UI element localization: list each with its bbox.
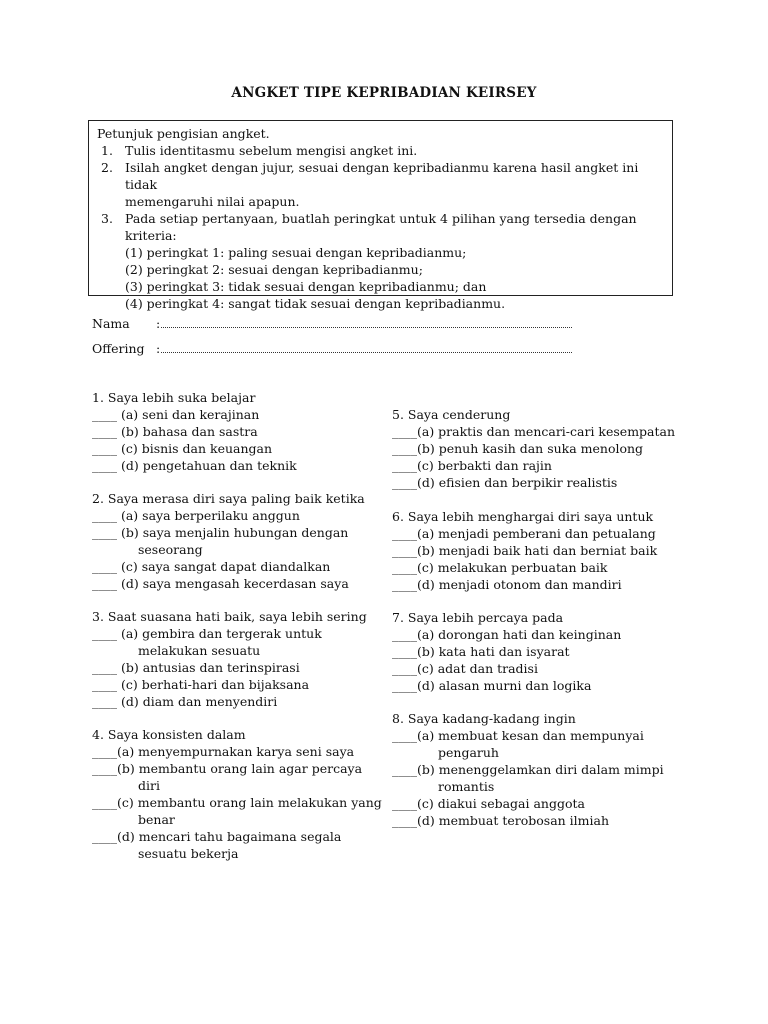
option-continuation: diri bbox=[138, 778, 160, 793]
instruction-text: memengaruhi nilai apapun. bbox=[125, 194, 300, 209]
question-text: 5. Saya cenderung bbox=[392, 407, 511, 422]
instruction-text: Pada setiap pertanyaan, buatlah peringkat untuk 4 pilihan yang tersedia dengan bbox=[125, 211, 637, 226]
answer-option[interactable]: ____(a) dorongan hati dan keinginan bbox=[392, 627, 622, 642]
answer-option[interactable]: ____(b) menenggelamkan diri dalam mimpi bbox=[392, 762, 664, 777]
instructions-list bbox=[97, 142, 662, 244]
answer-option[interactable]: ____(c) membantu orang lain melakukan yang bbox=[92, 795, 382, 810]
question-block bbox=[392, 406, 692, 491]
answer-option[interactable]: ____(d) efisien dan berpikir realistis bbox=[392, 475, 618, 490]
answer-option[interactable]: ____(a) praktis dan mencari-cari kesempatan bbox=[392, 424, 676, 439]
option-continuation: sesuatu bekerja bbox=[138, 846, 239, 861]
instruction-text: Isilah angket dengan jujur, sesuai dengan kepribadianmu karena hasil angket ini tidak bbox=[125, 160, 639, 192]
question-block bbox=[392, 710, 692, 829]
instruction-number: 2. bbox=[101, 160, 113, 175]
answer-option[interactable]: ____(c) adat dan tradisi bbox=[392, 661, 538, 676]
question-block bbox=[392, 508, 692, 593]
question-text: 3. Saat suasana hati baik, saya lebih sering bbox=[92, 609, 367, 624]
answer-option[interactable]: ____(d) alasan murni dan logika bbox=[392, 678, 592, 693]
instruction-item bbox=[97, 142, 662, 159]
answer-option[interactable]: ____ (d) saya mengasah kecerdasan saya bbox=[92, 576, 349, 591]
answer-option[interactable]: ____ (a) gembira dan tergerak untuk bbox=[92, 626, 322, 641]
answer-option[interactable]: ____(d) membuat terobosan ilmiah bbox=[392, 813, 610, 828]
question-text: 8. Saya kadang-kadang ingin bbox=[392, 711, 576, 726]
question-block bbox=[392, 609, 692, 694]
question-block bbox=[92, 389, 392, 474]
instruction-item bbox=[97, 210, 662, 244]
offering-field[interactable] bbox=[92, 340, 572, 357]
answer-option[interactable]: ____(b) menjadi baik hati dan berniat baik bbox=[392, 543, 658, 558]
answer-option[interactable]: ____ (b) antusias dan terinspirasi bbox=[92, 660, 300, 675]
answer-option[interactable]: ____(d) menjadi otonom dan mandiri bbox=[392, 577, 622, 592]
right-question-column bbox=[392, 406, 692, 829]
instruction-text: kriteria: bbox=[125, 228, 177, 243]
instruction-item bbox=[97, 159, 662, 210]
instructions-box bbox=[88, 120, 673, 311]
answer-option[interactable]: ____(c) diakui sebagai anggota bbox=[392, 796, 585, 811]
left-question-column bbox=[92, 389, 392, 862]
criteria-item: (4) peringkat 4: sangat tidak sesuai dengan kepribadianmu. bbox=[125, 296, 506, 311]
answer-option[interactable]: ____ (c) saya sangat dapat diandalkan bbox=[92, 559, 331, 574]
answer-option[interactable]: ____ (c) bisnis dan keuangan bbox=[92, 441, 273, 456]
answer-option[interactable]: ____ (b) bahasa dan sastra bbox=[92, 424, 258, 439]
question-text: 7. Saya lebih percaya pada bbox=[392, 610, 564, 625]
answer-option[interactable]: ____ (a) seni dan kerajinan bbox=[92, 407, 260, 422]
instruction-number: 3. bbox=[101, 211, 113, 226]
option-continuation: benar bbox=[138, 812, 175, 827]
answer-option[interactable]: ____ (c) berhati-hari dan bijaksana bbox=[92, 677, 310, 692]
option-continuation: melakukan sesuatu bbox=[138, 643, 261, 658]
document-title: ANGKET TIPE KEPRIBADIAN KEIRSEY bbox=[231, 85, 537, 101]
question-text: 4. Saya konsisten dalam bbox=[92, 727, 246, 742]
name-dotted-line[interactable] bbox=[161, 327, 572, 328]
question-text: 1. Saya lebih suka belajar bbox=[92, 390, 256, 405]
criteria-item: (2) peringkat 2: sesuai dengan kepribadianmu; bbox=[125, 262, 423, 277]
answer-option[interactable]: ____(b) penuh kasih dan suka menolong bbox=[392, 441, 644, 456]
instructions-heading: Petunjuk pengisian angket. bbox=[97, 126, 270, 141]
name-label: Nama bbox=[92, 316, 130, 331]
name-colon: : bbox=[156, 316, 161, 331]
answer-option[interactable]: ____ (d) pengetahuan dan teknik bbox=[92, 458, 297, 473]
question-text: 2. Saya merasa diri saya paling baik ketika bbox=[92, 491, 365, 506]
answer-option[interactable]: ____(b) membantu orang lain agar percaya bbox=[92, 761, 363, 776]
answer-option[interactable]: ____(a) menjadi pemberani dan petualang bbox=[392, 526, 656, 541]
offering-label: Offering bbox=[92, 341, 145, 356]
question-text: 6. Saya lebih menghargai diri saya untuk bbox=[392, 509, 654, 524]
answer-option[interactable]: ____(b) kata hati dan isyarat bbox=[392, 644, 570, 659]
instruction-text: Tulis identitasmu sebelum mengisi angket ini. bbox=[125, 143, 418, 158]
answer-option[interactable]: ____(d) mencari tahu bagaimana segala bbox=[92, 829, 342, 844]
option-continuation: pengaruh bbox=[438, 745, 499, 760]
criteria-item: (3) peringkat 3: tidak sesuai dengan kepribadianmu; dan bbox=[125, 279, 487, 294]
offering-colon: : bbox=[156, 341, 161, 356]
answer-option[interactable]: ____ (b) saya menjalin hubungan dengan bbox=[92, 525, 349, 540]
instruction-number: 1. bbox=[101, 143, 113, 158]
question-block bbox=[92, 726, 392, 862]
answer-option[interactable]: ____(c) berbakti dan rajin bbox=[392, 458, 552, 473]
question-block bbox=[92, 608, 392, 710]
answer-option[interactable]: ____(a) membuat kesan dan mempunyai bbox=[392, 728, 644, 743]
answer-option[interactable]: ____(c) melakukan perbuatan baik bbox=[392, 560, 608, 575]
answer-option[interactable]: ____(a) menyempurnakan karya seni saya bbox=[92, 744, 355, 759]
answer-option[interactable]: ____ (a) saya berperilaku anggun bbox=[92, 508, 300, 523]
option-continuation: seseorang bbox=[138, 542, 203, 557]
option-continuation: romantis bbox=[438, 779, 495, 794]
question-block bbox=[92, 490, 392, 592]
criteria-item: (1) peringkat 1: paling sesuai dengan kepribadianmu; bbox=[125, 245, 467, 260]
offering-dotted-line[interactable] bbox=[161, 352, 572, 353]
name-field[interactable] bbox=[92, 315, 572, 332]
answer-option[interactable]: ____ (d) diam dan menyendiri bbox=[92, 694, 278, 709]
